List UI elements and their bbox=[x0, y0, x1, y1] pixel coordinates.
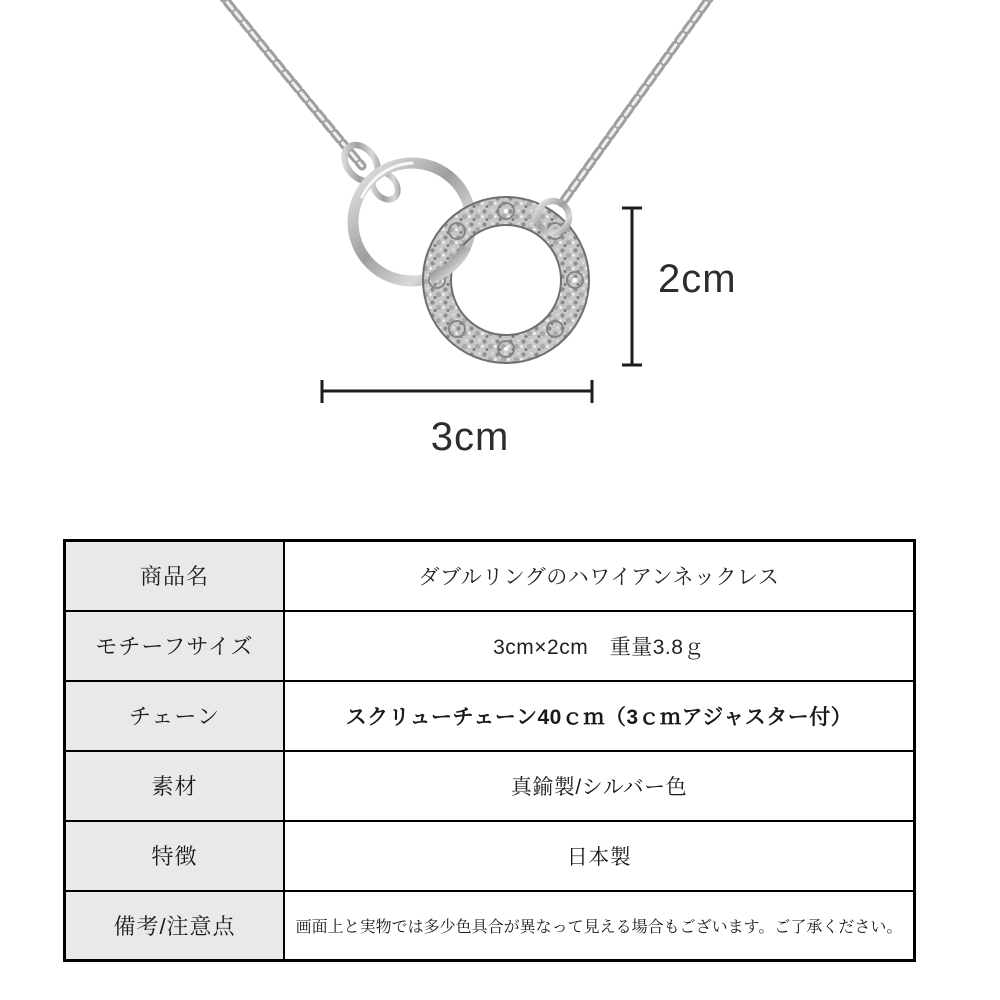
chain-right bbox=[562, 0, 714, 203]
spec-label: モチーフサイズ bbox=[65, 611, 285, 681]
spec-value: スクリューチェーン40ｃｍ（3ｃｍアジャスター付） bbox=[284, 681, 915, 751]
spec-table bbox=[63, 539, 916, 962]
dimension-line-horizontal bbox=[322, 380, 592, 403]
spec-value: 日本製 bbox=[284, 821, 915, 891]
engraved-ring bbox=[423, 197, 589, 363]
table-row-material bbox=[65, 751, 915, 821]
table-row-product-name bbox=[65, 541, 915, 611]
spec-value: ダブルリングのハワイアンネックレス bbox=[284, 541, 915, 611]
chain-left bbox=[219, 0, 362, 166]
necklace-photo bbox=[0, 0, 1000, 470]
table-row-notes bbox=[65, 891, 915, 961]
spec-label: 商品名 bbox=[65, 541, 285, 611]
spec-label: 素材 bbox=[65, 751, 285, 821]
spec-value: 3cm×2cm 重量3.8ｇ bbox=[284, 611, 915, 681]
dimension-label-2cm: 2cm bbox=[658, 257, 737, 301]
spec-value: 真鍮製/シルバー色 bbox=[284, 751, 915, 821]
table-row-chain bbox=[65, 681, 915, 751]
table-row-feature bbox=[65, 821, 915, 891]
dimension-label-3cm: 3cm bbox=[430, 415, 510, 459]
spec-value: 画面上と実物では多少色具合が異なって見える場合もございます。ご了承ください。 bbox=[284, 891, 915, 961]
necklace-illustration bbox=[0, 0, 1000, 470]
spec-label: チェーン bbox=[65, 681, 285, 751]
spec-label: 特徴 bbox=[65, 821, 285, 891]
dimension-line-vertical bbox=[622, 208, 642, 365]
table-row-motif-size bbox=[65, 611, 915, 681]
spec-label: 備考/注意点 bbox=[65, 891, 285, 961]
